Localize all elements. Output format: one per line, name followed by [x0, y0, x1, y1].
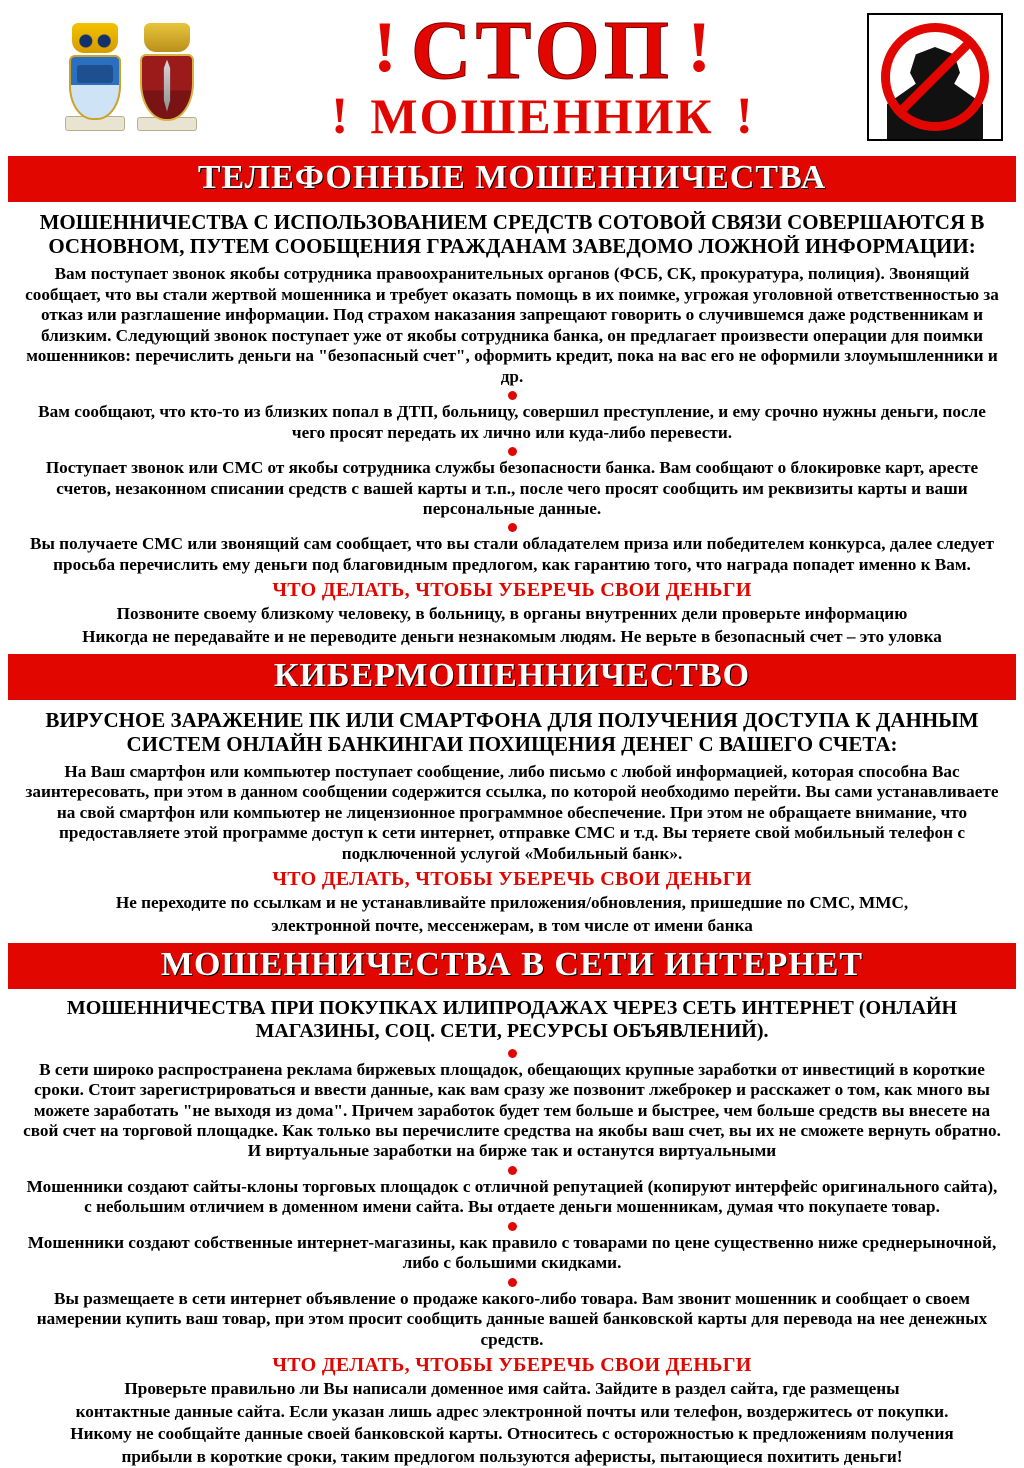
- fraud-word: МОШЕННИК: [370, 88, 714, 144]
- advice-line: Никому не сообщайте данные своей банковской карты. Относитесь с осторожностью к предложениям получения: [70, 1424, 954, 1444]
- regional-police-coat-of-arms-icon: [64, 23, 126, 131]
- bullet-separator-icon: [8, 1278, 1016, 1287]
- advice-line: Никогда не передавайте и не переводите деньги незнакомым людям. Не верьте в безопасный счет – это уловка: [82, 627, 942, 647]
- paragraph: Вам поступает звонок якобы сотрудника правоохранительных органов (ФСБ, СК, прокуратура, полиция). Звонящий сообщает, что вы стали жертвой мошенника и требует оказать помощь в их поимке, угрожая уголовной ответственностью за отказ или разглашение информации. Под страхом наказания запрещают говорить о случившемся даже родственникам и близким. Следующий звонок поступает уже от якобы сотрудника банка, он предлагает произвести операции для поимки мошенников: перечислить деньги на "безопасный счет", оформить кредит, пока на вас его не оформили злоумышленники и др.: [25, 264, 999, 386]
- what-to-do-title: ЧТО ДЕЛАТЬ, ЧТОБЫ УБЕРЕЧЬ СВОИ ДЕНЬГИ: [272, 1354, 752, 1377]
- bullet-separator-icon: [8, 447, 1016, 456]
- shield-icon: [69, 55, 121, 120]
- shield-sword-icon: [140, 54, 194, 121]
- section-banner-phone-fraud: ТЕЛЕФОННЫЕ МОШЕННИЧЕСТВА: [8, 154, 1016, 204]
- section-heading-internet-fraud: МОШЕННИЧЕСТВА ПРИ ПОКУПКАХ ИЛИПРОДАЖАХ ЧЕРЕЗ СЕТЬ ИНТЕРНЕТ (ОНЛАЙН МАГАЗИНЫ, СОЦ. СЕТИ, РЕСУРСЫ ОБЪЯВЛЕНИЙ).: [66, 996, 958, 1042]
- paragraph: Вам сообщают, что кто-то из близких попал в ДТП, больницу, совершил преступление, и ему срочно нужны деньги, после чего просят передать их лично или куда-либо перевести.: [38, 402, 986, 442]
- paragraph: На Ваш смартфон или компьютер поступает сообщение, либо письмо с любой информацией, которая способна Вас заинтересовать, при этом в данном сообщении содержится ссылка, по которой необходимо перейти. Вы сами устанавливаете на свой смартфон или компьютер не лицензионное программное обеспечение. При этом не обращаете внимание, что предоставляете этой программе доступ к сети интернет, отправке СМС и т.д. Вы теряете свой мобильный телефон с подключенной услугой «Мобильный банк».: [25, 761, 999, 863]
- emblem-group: [14, 23, 224, 131]
- exclamation-right: !: [687, 6, 712, 87]
- poster-header: [8, 0, 1016, 150]
- fraud-exclamation-right: !: [735, 87, 753, 145]
- what-to-do-title: ЧТО ДЕЛАТЬ, ЧТОБЫ УБЕРЕЧЬ СВОИ ДЕНЬГИ: [272, 579, 752, 602]
- paragraph: Поступает звонок или СМС от якобы сотрудника службы безопасности банка. Вам сообщают о блокировке карт, аресте счетов, незаконном списании средств с вашей карты и т.п., после чего просят сообщить им реквизиты карты и ваши персональные данные.: [45, 458, 979, 518]
- investigative-committee-emblem-icon: [136, 23, 198, 131]
- bullet-separator-icon: [8, 1222, 1016, 1231]
- paragraph: Мошенники создают собственные интернет-магазины, как правило с товарами по цене существенно ниже среднерыночной, либо с большими скидками.: [27, 1232, 997, 1273]
- section-heading-cyber-fraud: ВИРУСНОЕ ЗАРАЖЕНИЕ ПК ИЛИ СМАРТФОНА ДЛЯ ПОЛУЧЕНИЯ ДОСТУПА К ДАННЫМ СИСТЕМ ОНЛАЙН БАНКИНГАИ ПОХИЩЕНИЯ ДЕНЕГ С ВАШЕГО СЧЕТА:: [45, 707, 979, 756]
- advice-line: Позвоните своему близкому человеку, в больницу, в органы внутренних дели проверьте информацию: [116, 604, 908, 624]
- bullet-separator-icon: [8, 391, 1016, 400]
- what-to-do-title: ЧТО ДЕЛАТЬ, ЧТОБЫ УБЕРЕЧЬ СВОИ ДЕНЬГИ: [272, 868, 752, 891]
- paragraph: Вы размещаете в сети интернет объявление о продаже какого-либо товара. Вам звонит мошенник и сообщает о своем намерении купить ваш товар, при этом просит сообщить данные вашей банковской карты для перевода на нее денежных средств.: [36, 1288, 988, 1349]
- advice-line: Не переходите по ссылкам и не устанавливайте приложения/обновления, пришедшие по СМС, ММС,: [115, 893, 909, 913]
- section-banner-internet-fraud: МОШЕННИЧЕСТВА В СЕТИ ИНТЕРНЕТ: [8, 941, 1016, 991]
- fraud-line: [224, 87, 860, 146]
- paragraph: Вы получаете СМС или звонящий сам сообщает, что вы стали обладателем приза или победителем конкурса, далее следует просьба перечислить ему деньги под благовидным предлогом, как гарантию того, что награда попадет именно к Вам.: [30, 534, 994, 574]
- eagle-icon: [144, 23, 190, 52]
- stop-line: [224, 3, 860, 97]
- page-title: [224, 3, 860, 146]
- advice-line: контактные данные сайта. Если указан лишь адрес электронной почты или телефон, воздержитесь от покупки.: [75, 1401, 949, 1421]
- advice-line: электронной почте, мессенжерам, в том числе от имени банка: [271, 915, 753, 935]
- section-heading-phone-fraud: МОШЕННИЧЕСТВА С ИСПОЛЬЗОВАНИЕМ СРЕДСТВ СОТОВОЙ СВЯЗИ СОВЕРШАЮТСЯ В ОСНОВНОМ, ПУТЕМ СООБЩЕНИЯ ГРАЖДАНАМ ЗАВЕДОМО ЛОЖНОЙ ИНФОРМАЦИИ:: [39, 210, 985, 259]
- no-anonymous-caller-icon: [860, 13, 1010, 141]
- fraud-exclamation-left: !: [331, 87, 349, 145]
- bullet-separator-icon: [8, 1166, 1016, 1175]
- paragraph: Мошенники создают сайты-клоны торговых площадок с отличной репутацией (копируют интерфейс оригинального сайта), с небольшим отличием в доменном имени сайта. Вы отдаете деньги мошенникам, думая что покупаете товар.: [26, 1176, 998, 1217]
- advice-line: Проверьте правильно ли Вы написали доменное имя сайта. Зайдите в раздел сайта, где размещены: [124, 1379, 900, 1399]
- eagle-icon: [72, 23, 118, 53]
- stop-word: СТОП: [410, 3, 674, 97]
- exclamation-left: !: [372, 6, 397, 87]
- advice-line: прибыли в короткие сроки, таким предлогом пользуются аферисты, пытающиеся похитить деньги!: [121, 1447, 903, 1467]
- section-banner-cyber-fraud: КИБЕРМОШЕННИЧЕСТВО: [8, 652, 1016, 702]
- paragraph: В сети широко распространена реклама биржевых площадок, обещающих крупные заработки от инвестиций в короткие сроки. Стоит зарегистрироваться и ввести данные, как вам сразу же позвонит лжеброкер и расскажет о том, как много вы можете заработать "не выходя из дома". Причем заработок будет тем больше и быстрее, чем больше средств вы внесете на свой счет на торговой площадке. Как только вы перечислите средства на якобы ваш счет, вы их не сможете вернуть обратно. И виртуальные заработки на бирже так и останутся виртуальными: [23, 1059, 1001, 1161]
- bullet-separator-icon: [8, 1049, 1016, 1058]
- bullet-separator-icon: [8, 523, 1016, 532]
